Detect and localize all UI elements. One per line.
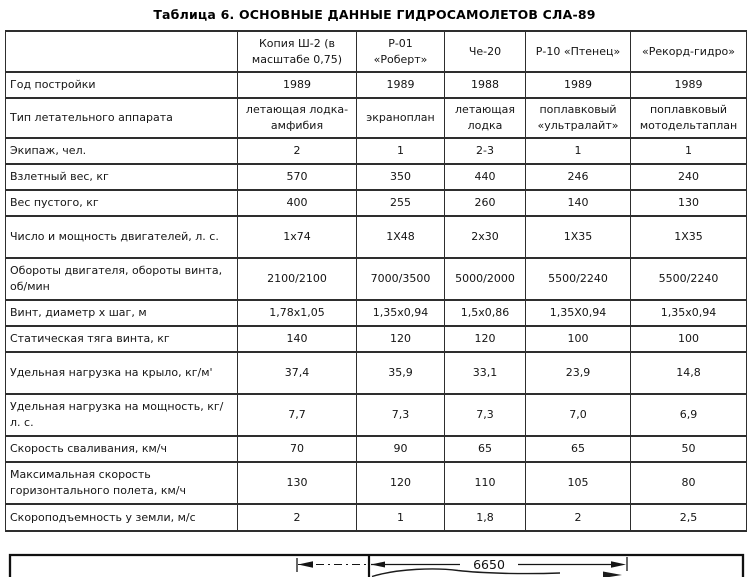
table-row <box>6 190 747 216</box>
cell-value: 65 <box>445 436 526 462</box>
column-header: Че-20 <box>445 31 526 72</box>
lower-dim-arrowhead <box>603 572 622 577</box>
cell-value: 400 <box>238 190 357 216</box>
cell-value: 2 <box>526 504 631 531</box>
table-row <box>6 394 747 436</box>
cell-value: 6,9 <box>631 394 747 436</box>
fuselage-outline <box>372 569 560 577</box>
cell-value: 14,8 <box>631 352 747 394</box>
cell-value: 2 <box>238 138 357 164</box>
table-row <box>6 436 747 462</box>
cell-value: 246 <box>526 164 631 190</box>
cell-value: 80 <box>631 462 747 504</box>
cell-value: 440 <box>445 164 526 190</box>
cell-value: 2,5 <box>631 504 747 531</box>
column-header: Копия Ш-2 (в масштабе 0,75) <box>238 31 357 72</box>
cell-value: 1 <box>631 138 747 164</box>
cell-value: 255 <box>357 190 445 216</box>
table-row <box>6 216 747 258</box>
dimension-label: 6650 <box>473 557 505 572</box>
cell-value: 7,0 <box>526 394 631 436</box>
cell-value: 1,5x0,86 <box>445 300 526 326</box>
cell-value: 1X48 <box>357 216 445 258</box>
column-header: Р-01 «Роберт» <box>357 31 445 72</box>
row-label: Скороподъемность у земли, м/с <box>6 504 238 531</box>
cell-value: 350 <box>357 164 445 190</box>
cell-value: 1989 <box>526 72 631 98</box>
cell-value: 100 <box>631 326 747 352</box>
cell-value: 2100/2100 <box>238 258 357 300</box>
table-row <box>6 164 747 190</box>
row-label: Тип летательного аппарата <box>6 98 238 138</box>
cell-value: 110 <box>445 462 526 504</box>
row-label: Винт, диаметр x шаг, м <box>6 300 238 326</box>
cell-value: 5500/2240 <box>631 258 747 300</box>
cell-value: поплавковый «ультралайт» <box>526 98 631 138</box>
cell-value: летающая лодка-амфибия <box>238 98 357 138</box>
cell-value: 1989 <box>631 72 747 98</box>
cell-value: 5000/2000 <box>445 258 526 300</box>
cell-value: 130 <box>238 462 357 504</box>
cell-value: 1989 <box>238 72 357 98</box>
cell-value: 90 <box>357 436 445 462</box>
cell-value: 2x30 <box>445 216 526 258</box>
cell-value: 130 <box>631 190 747 216</box>
cell-value: 120 <box>357 326 445 352</box>
cell-value: 7,3 <box>357 394 445 436</box>
table-row <box>6 138 747 164</box>
cell-value: 1,78x1,05 <box>238 300 357 326</box>
cell-value: 1,35X0,94 <box>526 300 631 326</box>
cell-value: 1x74 <box>238 216 357 258</box>
cell-value: 7000/3500 <box>357 258 445 300</box>
row-label: Статическая тяга винта, кг <box>6 326 238 352</box>
cell-value: 140 <box>238 326 357 352</box>
cell-value: 1,8 <box>445 504 526 531</box>
cell-value: 5500/2240 <box>526 258 631 300</box>
table-row <box>6 504 747 531</box>
cell-value: поплавковый мотодельтаплан <box>631 98 747 138</box>
cell-value: 570 <box>238 164 357 190</box>
table-row <box>6 72 747 98</box>
technical-drawing <box>0 551 749 577</box>
cell-value: 50 <box>631 436 747 462</box>
cell-value: 1989 <box>357 72 445 98</box>
cell-value: 23,9 <box>526 352 631 394</box>
column-header: «Рекорд-гидро» <box>631 31 747 72</box>
cell-value: 240 <box>631 164 747 190</box>
cell-value: 1 <box>357 138 445 164</box>
row-label: Вес пустого, кг <box>6 190 238 216</box>
header-row <box>6 31 747 72</box>
table-row <box>6 258 747 300</box>
cell-value: 140 <box>526 190 631 216</box>
cell-value: 1988 <box>445 72 526 98</box>
row-label: Скорость сваливания, км/ч <box>6 436 238 462</box>
cell-value: 70 <box>238 436 357 462</box>
table-row <box>6 352 747 394</box>
cell-value: 65 <box>526 436 631 462</box>
cell-value: 33,1 <box>445 352 526 394</box>
cell-value: 7,3 <box>445 394 526 436</box>
cell-value: 1,35x0,94 <box>357 300 445 326</box>
column-header: Р-10 «Птенец» <box>526 31 631 72</box>
cell-value: 1,35x0,94 <box>631 300 747 326</box>
seaplane-data-table <box>5 30 747 532</box>
row-label: Максимальная скорость горизонтального полета, км/ч <box>6 462 238 504</box>
row-label: Экипаж, чел. <box>6 138 238 164</box>
cell-value: 37,4 <box>238 352 357 394</box>
table-row <box>6 300 747 326</box>
row-label: Год постройки <box>6 72 238 98</box>
cell-value: 2-3 <box>445 138 526 164</box>
cell-value: 1X35 <box>526 216 631 258</box>
table-row <box>6 462 747 504</box>
table-row <box>6 326 747 352</box>
cell-value: 120 <box>445 326 526 352</box>
cell-value: 120 <box>357 462 445 504</box>
cell-value: 1 <box>526 138 631 164</box>
table-title: Таблица 6. ОСНОВНЫЕ ДАННЫЕ ГИДРОСАМОЛЕТОВ СЛА-89 <box>153 7 596 22</box>
drawing-frame <box>10 555 743 577</box>
cell-value: экраноплан <box>357 98 445 138</box>
cell-value: 35,9 <box>357 352 445 394</box>
row-label: Обороты двигателя, обороты винта, об/мин <box>6 258 238 300</box>
row-label: Удельная нагрузка на мощность, кг/л. с. <box>6 394 238 436</box>
cell-value: 7,7 <box>238 394 357 436</box>
cell-value: летающая лодка <box>445 98 526 138</box>
cell-value: 1 <box>357 504 445 531</box>
cell-value: 1X35 <box>631 216 747 258</box>
table-row <box>6 98 747 138</box>
cell-value: 105 <box>526 462 631 504</box>
row-label: Удельная нагрузка на крыло, кг/м' <box>6 352 238 394</box>
cell-value: 260 <box>445 190 526 216</box>
cell-value: 100 <box>526 326 631 352</box>
corner-cell <box>6 31 238 72</box>
row-label: Число и мощность двигателей, л. с. <box>6 216 238 258</box>
dim-arrowhead-right <box>611 561 626 567</box>
cell-value: 2 <box>238 504 357 531</box>
row-label: Взлетный вес, кг <box>6 164 238 190</box>
